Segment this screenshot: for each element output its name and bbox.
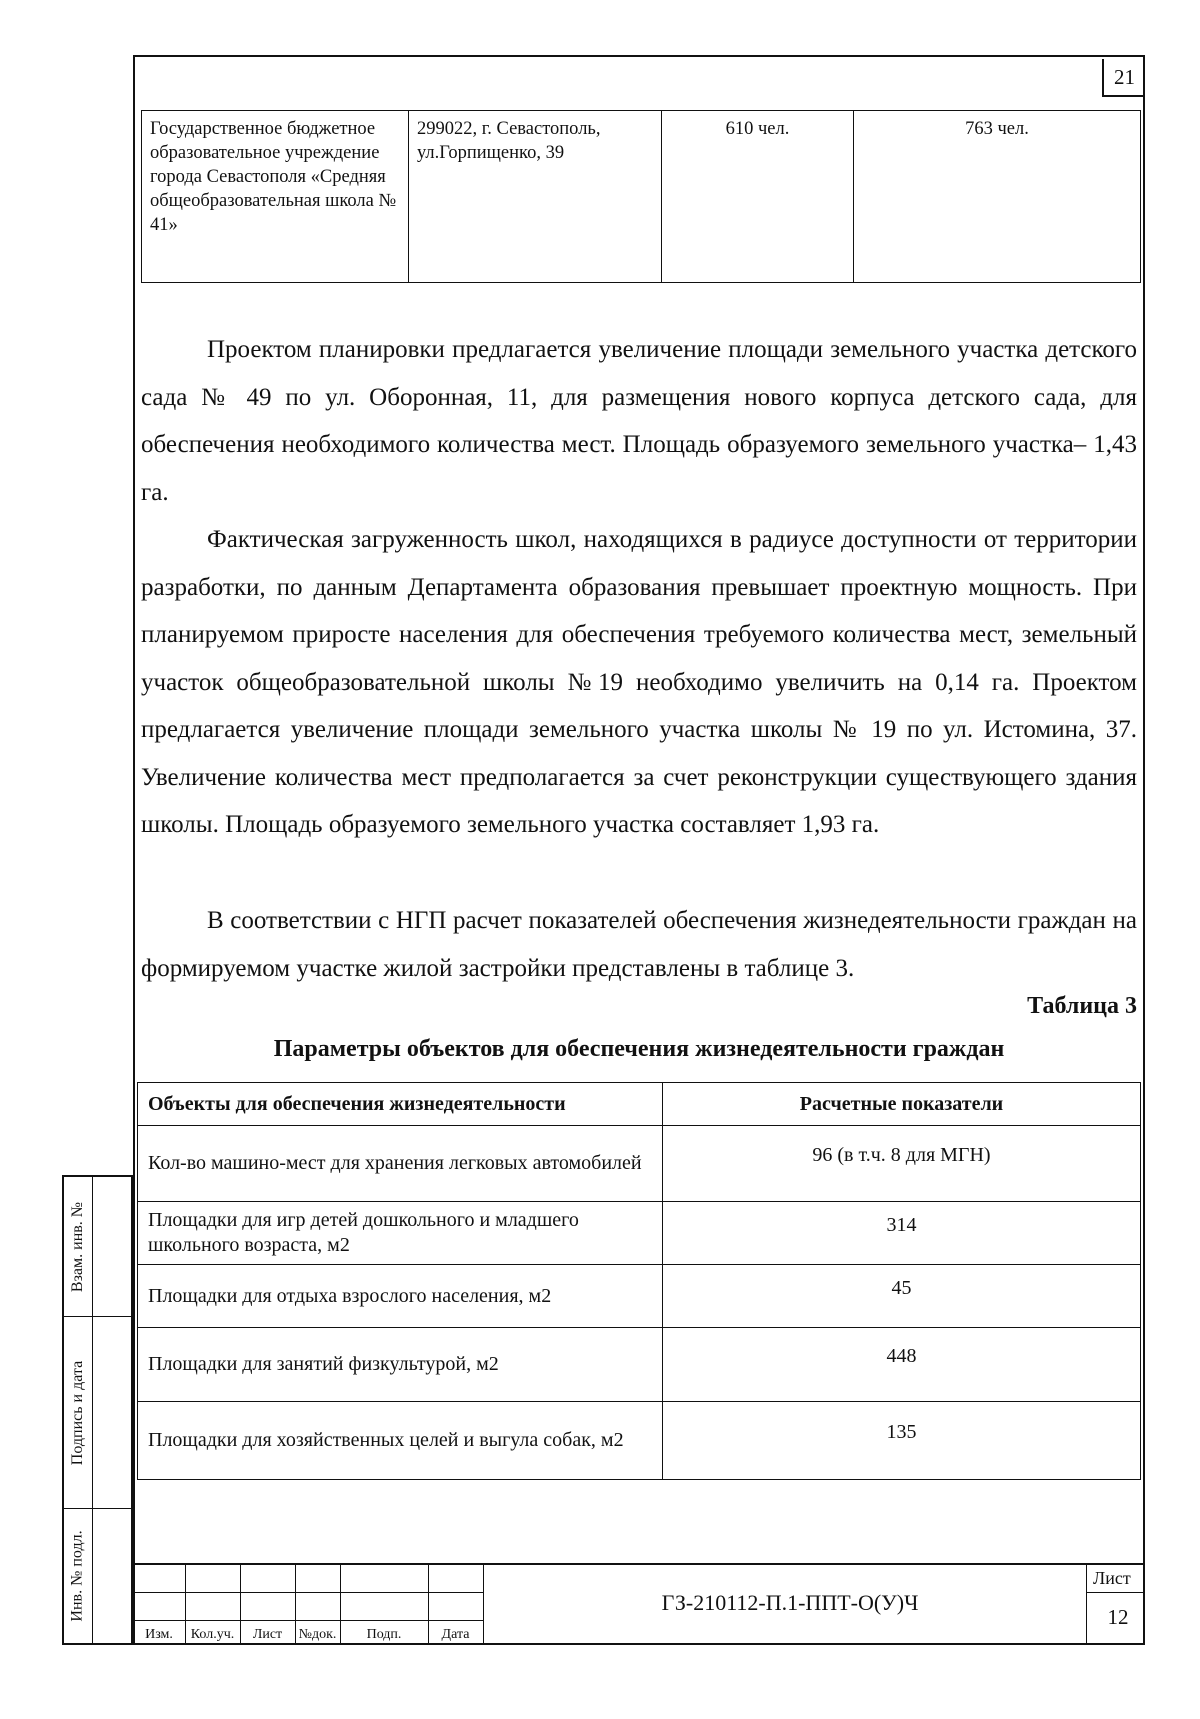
- side-stamp-label: Подпись и дата: [69, 1360, 86, 1465]
- side-stamp-label: Взам. инв. №: [69, 1201, 87, 1292]
- sheet-label: Лист: [1093, 1568, 1131, 1588]
- divider: [1086, 1592, 1143, 1593]
- side-stamp-label: Инв. № подл.: [69, 1530, 87, 1622]
- side-stamp-blank: [92, 1177, 131, 1317]
- object-cell: Площадки для игр детей дошкольного и младшего школьного возраста, м2: [138, 1202, 663, 1265]
- document-code: ГЗ-210112-П.1-ППТ-О(У)Ч: [661, 1590, 919, 1615]
- side-stamp-cell: [64, 1177, 92, 1317]
- side-stamp: [62, 1175, 133, 1645]
- col-label: №док.: [298, 1627, 337, 1642]
- divider: [483, 1565, 484, 1645]
- col-label: Лист: [252, 1627, 283, 1642]
- school-load-cell: 763 чел.: [854, 111, 1141, 283]
- table-row: [142, 111, 1141, 283]
- table-title: Параметры объектов для обеспечения жизнедеятельности граждан: [273, 1036, 1005, 1062]
- value-cell: [663, 1126, 1141, 1202]
- divider: [133, 1620, 483, 1621]
- side-stamp-blank: [92, 1509, 131, 1643]
- table-header-row: [138, 1083, 1141, 1126]
- school-capacity-cell: 610 чел.: [662, 111, 854, 283]
- paragraph-3: [141, 897, 1137, 992]
- value-text: 45: [891, 1276, 912, 1299]
- paragraph-2-text: Фактическая загруженность школ, находящихся в радиусе доступности от территории разработки, по данным Департамента образования превышает проектную мощность. При планируемом приросте населения для обеспечения требуемого количества мест, земельный участок общеобразовательной школы №19 необходимо увеличить на 0,14 га. Проектом предлагается увеличение площади земельного участка школы № 19 по ул. Истомина, 37. Увеличение количества мест предполагается за счет реконструкции существующего здания школы. Площадь образуемого земельного участка составляет 1,93 га.: [141, 526, 1137, 838]
- header-indicators: Расчетные показатели: [663, 1083, 1141, 1126]
- value-text: 448: [886, 1345, 917, 1367]
- paragraph-1-text: Проектом планировки предлагается увеличение площади земельного участка детского сада № 49 по ул. Оборонная, 11, для размещения нового корпуса детского сада, для обеспечения необходимого количества мест. Площадь образуемого земельного участка– 1,43 га.: [141, 336, 1137, 506]
- table-label: Таблица 3: [1027, 993, 1137, 1019]
- table-row: [138, 1202, 1141, 1265]
- sheet-number: 12: [1107, 1605, 1129, 1629]
- object-cell: Площадки для занятий физкультурой, м2: [138, 1328, 663, 1402]
- parameters-table: [137, 1082, 1141, 1480]
- paragraph-2: [141, 516, 1137, 849]
- object-cell: Кол-во машино-мест для хранения легковых автомобилей: [138, 1126, 663, 1202]
- page-number: 21: [1102, 59, 1145, 97]
- object-cell: Площадки для отдыха взрослого населения, м2: [138, 1265, 663, 1328]
- table-row: [138, 1402, 1141, 1480]
- table-row: [138, 1126, 1141, 1202]
- side-stamp-blank: [92, 1317, 131, 1509]
- table-row: [138, 1328, 1141, 1402]
- col-label: Изм.: [145, 1627, 173, 1642]
- value-cell: [663, 1402, 1141, 1480]
- col-label: Подп.: [366, 1627, 402, 1642]
- value-cell: [663, 1265, 1141, 1328]
- value-text: 96 (в т.ч. 8 для МГН): [812, 1144, 991, 1166]
- paragraph-3-text: В соответствии с НГП расчет показателей обеспечения жизнедеятельности граждан на формируемом участке жилой застройки представлены в таблице 3.: [141, 907, 1137, 982]
- side-stamp-cell: [64, 1509, 92, 1643]
- value-text: 135: [886, 1421, 917, 1443]
- value-cell: [663, 1328, 1141, 1402]
- divider: [133, 1592, 483, 1593]
- object-cell: Площадки для хозяйственных целей и выгула собак, м2: [138, 1402, 663, 1480]
- header-objects: Объекты для обеспечения жизнедеятельности: [138, 1083, 663, 1126]
- school-address-cell: 299022, г. Севастополь, ул.Горпищенко, 39: [409, 111, 662, 283]
- value-cell: [663, 1202, 1141, 1265]
- col-label: Кол.уч.: [190, 1627, 235, 1642]
- side-stamp-cell: [64, 1317, 92, 1509]
- paragraph-1: [141, 326, 1137, 516]
- value-text: 314: [886, 1213, 917, 1236]
- school-name-cell: Государственное бюджетное образовательное учреждение города Севастополя «Средняя общеобразовательная школа № 41»: [142, 111, 409, 283]
- table-row: [138, 1265, 1141, 1328]
- schools-table: [141, 110, 1141, 283]
- col-label: Дата: [441, 1627, 470, 1642]
